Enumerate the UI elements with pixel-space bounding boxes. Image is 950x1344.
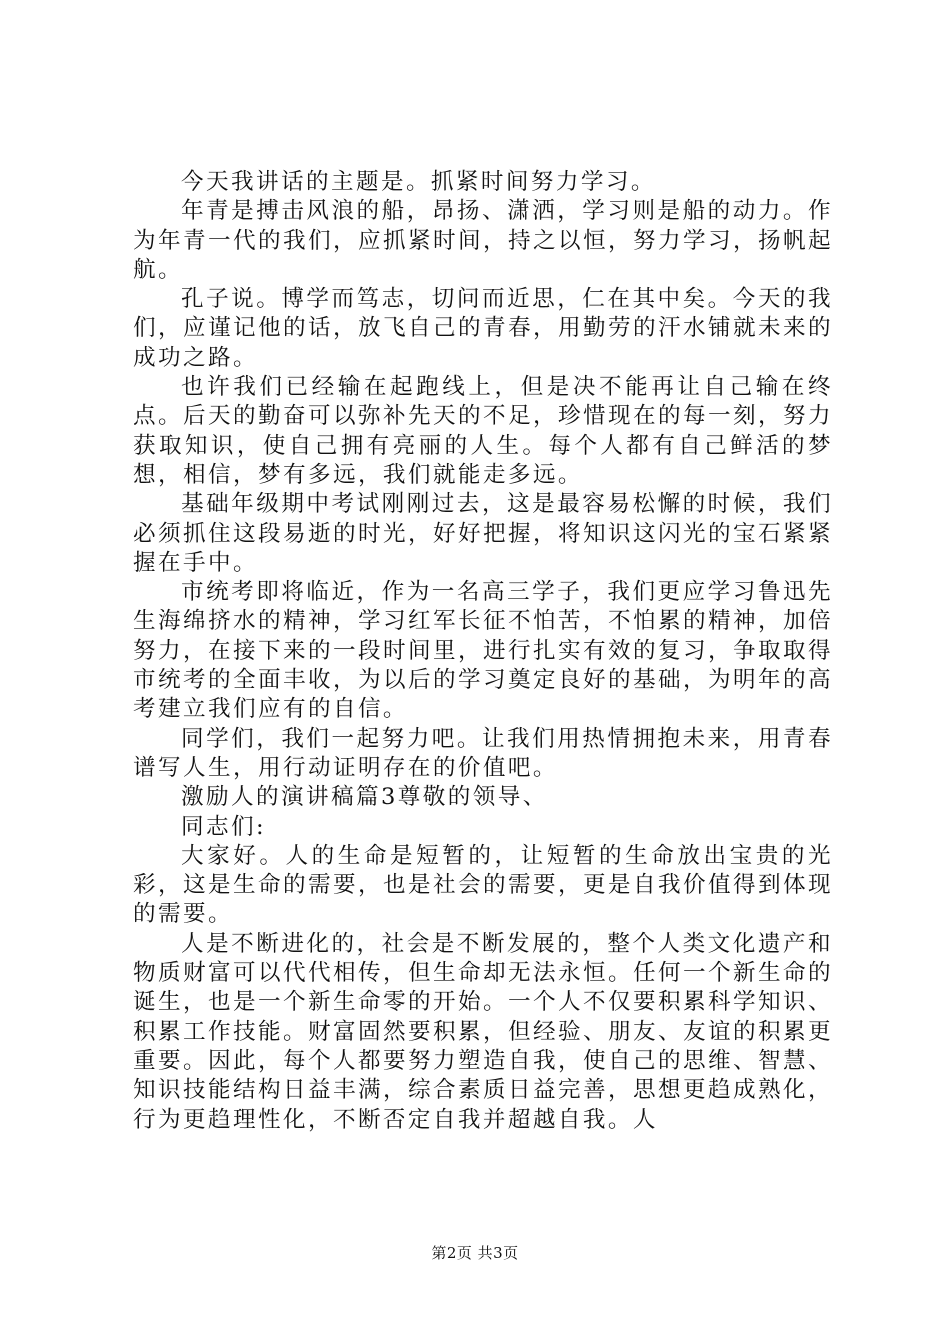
page-footer: 第2页 共3页 [431, 1244, 519, 1262]
paragraph-3: 孔子说。博学而笃志，切问而近思，仁在其中矣。今天的我们，应谨记他的话，放飞自己的青春，用勤劳的汗水铺就未来的成功之路。 [133, 286, 833, 371]
paragraph-9: 同志们: [181, 813, 266, 840]
paragraph-4: 也许我们已经输在起跑线上，但是决不能再让自己输在终点。后天的勤奋可以弥补先天的不足，珍惜现在的每一刻，努力获取知识，使自己拥有亮丽的人生。每个人都有自己鲜活的梦想，相信，梦有多远，我们就能走多远。 [133, 374, 833, 488]
paragraph-8: 激励人的演讲稿篇3尊敬的领导、 [181, 784, 548, 811]
paragraph-2: 年青是搏击风浪的船，昂扬、潇洒，学习则是船的动力。作为年青一代的我们，应抓紧时间，持之以恒，努力学习，扬帆起航。 [133, 198, 833, 283]
paragraph-6: 市统考即将临近，作为一名高三学子，我们更应学习鲁迅先生海绵挤水的精神，学习红军长征不怕苦，不怕累的精神，加倍努力，在接下来的一段时间里，进行扎实有效的复习，争取取得市统考的全面丰收，为以后的学习奠定良好的基础，为明年的高考建立我们应有的自信。 [133, 579, 833, 723]
paragraph-7: 同学们，我们一起努力吧。让我们用热情拥抱未来，用青春谱写人生，用行动证明存在的价值吧。 [133, 725, 833, 781]
paragraph-11: 人是不断进化的，社会是不断发展的，整个人类文化遗产和物质财富可以代代相传，但生命却无法永恒。任何一个新生命的诞生，也是一个新生命零的开始。一个人不仅要积累科学知识、积累工作技能。财富固然要积累，但经验、朋友、友谊的积累更重要。因此，每个人都要努力塑造自我，使自己的思维、智慧、知识技能结构日益丰满，综合素质日益完善，思想更趋成熟化，行为更趋理性化，不断否定自我并超越自我。人 [133, 930, 833, 1133]
paragraph-5: 基础年级期中考试刚刚过去，这是最容易松懈的时候，我们必须抓住这段易逝的时光，好好把握，将知识这闪光的宝石紧紧握在手中。 [133, 491, 833, 576]
paragraph-10: 大家好。人的生命是短暂的，让短暂的生命放出宝贵的光彩，这是生命的需要，也是社会的需要，更是自我价值得到体现的需要。 [133, 842, 833, 928]
document-body [133, 168, 833, 1135]
paragraph-1: 今天我讲话的主题是。抓紧时间努力学习。 [181, 169, 656, 195]
